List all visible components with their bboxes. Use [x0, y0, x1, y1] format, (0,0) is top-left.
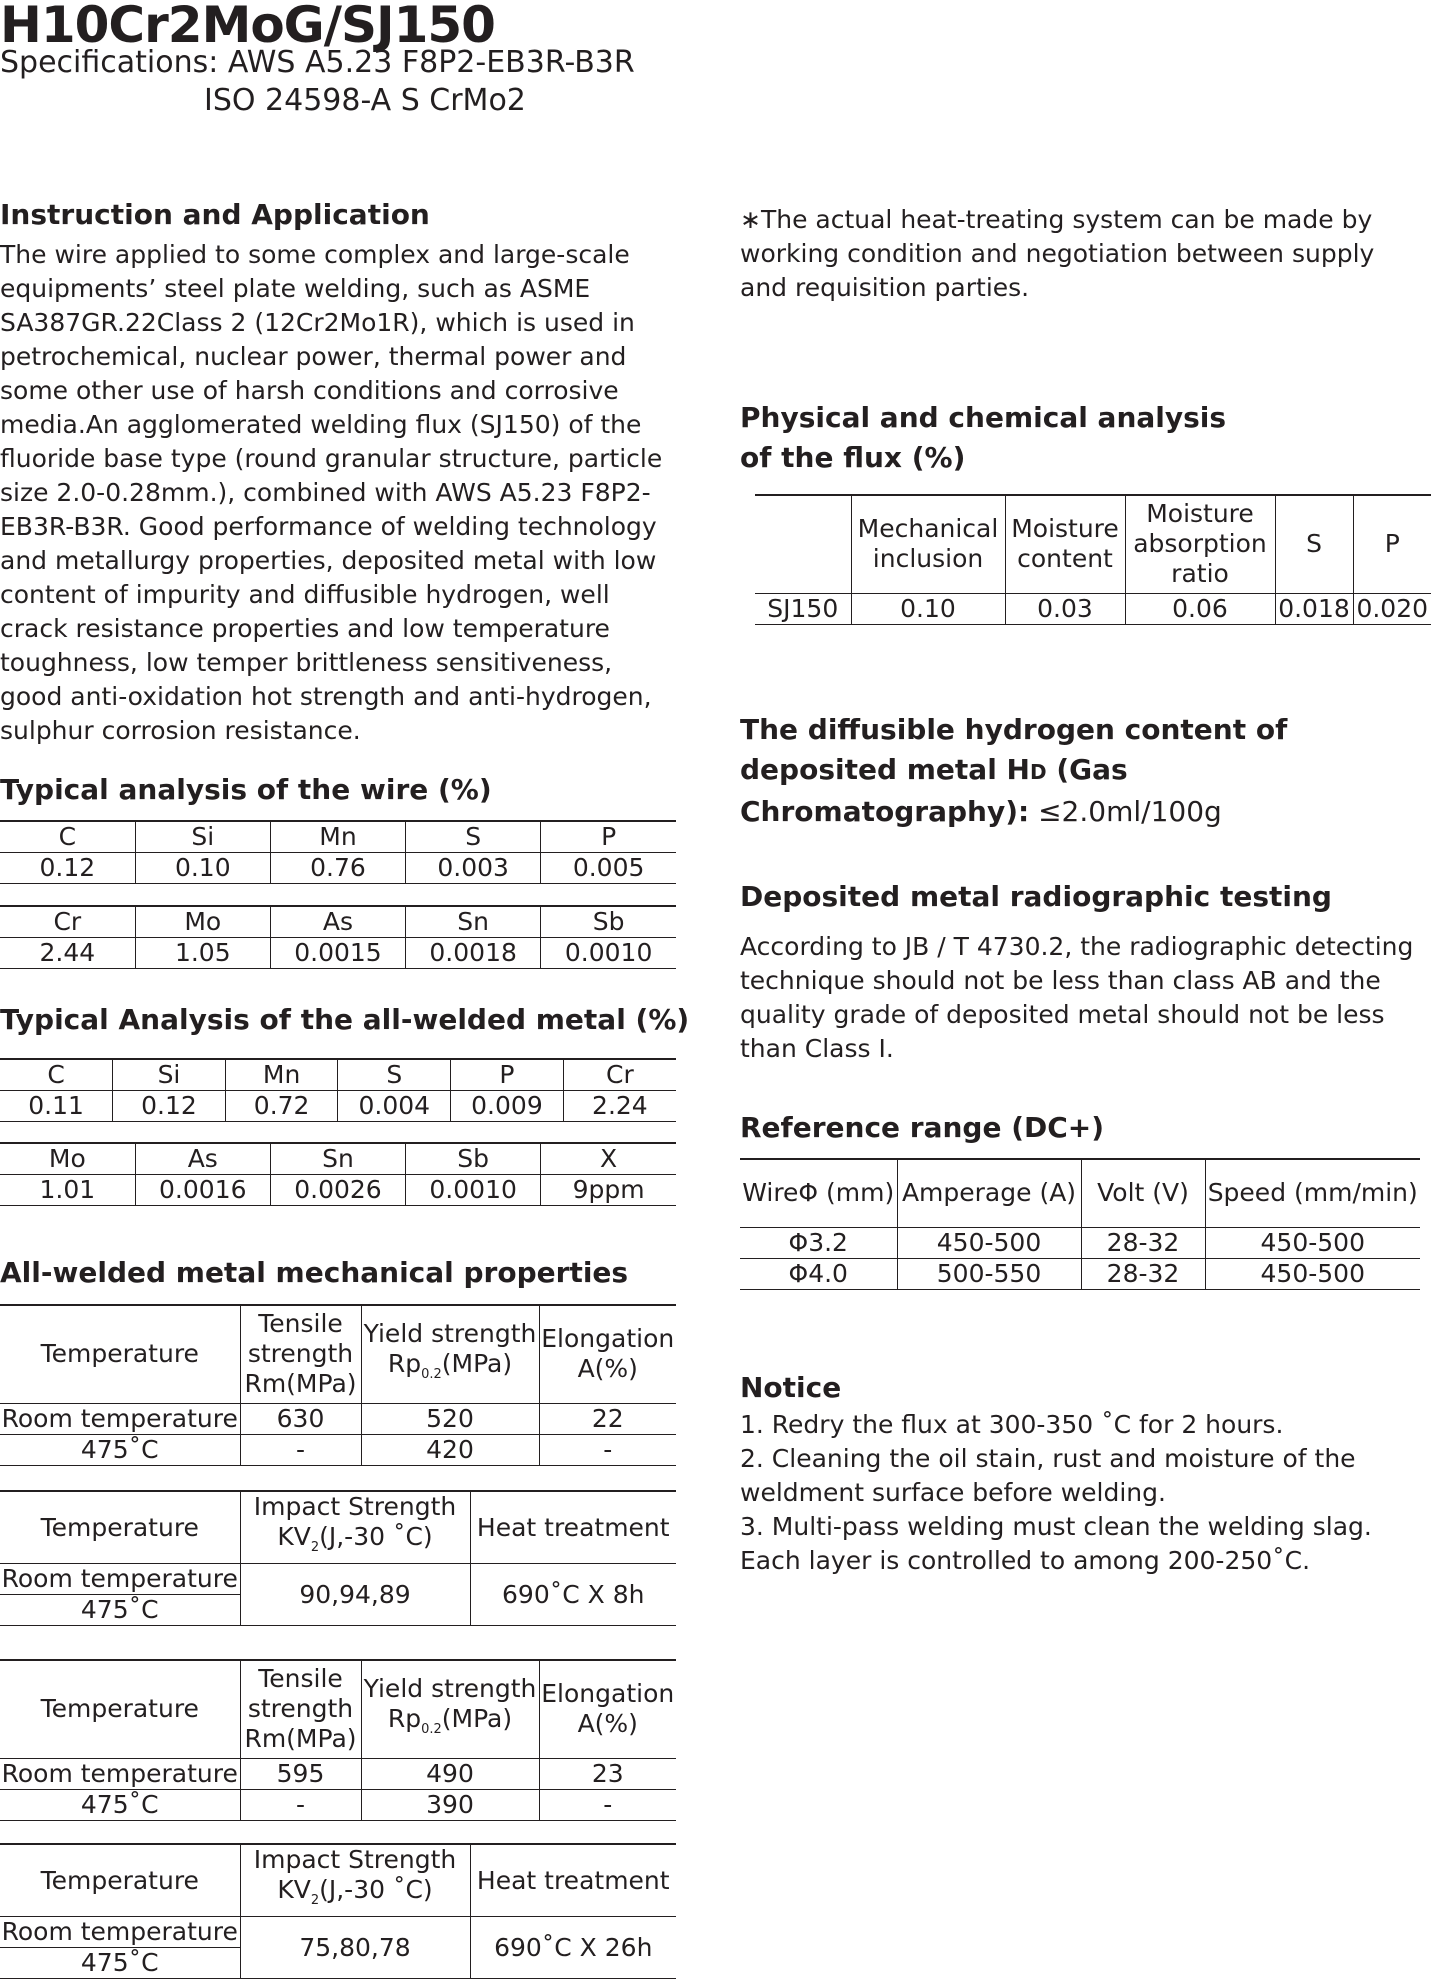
flux-heading-line2: of the flux (%) [740, 441, 966, 474]
impact-unit: (J,-30 ˚C) [319, 1522, 433, 1551]
table-cell: 0.12 [113, 1091, 226, 1122]
table-cell: Φ3.2 [740, 1227, 897, 1258]
table-row [0, 1091, 676, 1122]
notice-heading: Notice [740, 1371, 842, 1404]
table-cell: 0.0026 [270, 1175, 405, 1206]
table-header-cell: Volt (V) [1081, 1159, 1205, 1227]
notice-list [740, 1408, 1420, 1578]
table-row [0, 1564, 676, 1595]
row-label: Room temperature [0, 1564, 240, 1595]
table-header-cell: Sn [270, 1143, 405, 1175]
table-row [0, 1844, 676, 1917]
table-header-cell: Sb [541, 906, 676, 938]
mechanical-tensile-table-1 [0, 1304, 676, 1466]
table-row [0, 1305, 676, 1403]
table-header-cell: WireΦ (mm) [740, 1159, 897, 1227]
spec-aws: AWS A5.23 F8P2-EB3R-B3R [227, 45, 635, 80]
table-cell: 28-32 [1081, 1258, 1205, 1289]
table-cell: 9ppm [541, 1175, 676, 1206]
table-row [0, 938, 676, 969]
table-cell: 2.24 [563, 1091, 676, 1122]
row-label: 475˚C [0, 1789, 240, 1820]
table-cell: 0.03 [1005, 593, 1125, 624]
notice-item: 1. Redry the flux at 300-350 ˚C for 2 hours. [740, 1410, 1284, 1439]
specifications [0, 46, 635, 80]
table-cell: 0.0016 [135, 1175, 270, 1206]
table-cell: - [240, 1434, 361, 1465]
table-cell: 23 [539, 1758, 676, 1789]
wire-analysis-heading: Typical analysis of the wire (%) [0, 773, 492, 806]
table-cell: 490 [361, 1758, 539, 1789]
table-cell: 1.01 [0, 1175, 135, 1206]
impact-value: 90,94,89 [240, 1564, 470, 1626]
table-cell: 0.003 [406, 853, 541, 884]
table-row [740, 1227, 1420, 1258]
yield-label: Yield strength Rp [363, 1673, 537, 1733]
table-row [0, 1403, 676, 1434]
hydrogen-label: The diffusible hydrogen content of deposited metal H [740, 713, 1288, 786]
table-header-cell: Mn [225, 1059, 338, 1091]
wire-analysis-table-2 [0, 905, 676, 969]
table-cell: 0.020 [1353, 593, 1431, 624]
heat-treatment-header: Heat treatment [470, 1844, 676, 1917]
row-label: Room temperature [0, 1403, 240, 1434]
table-row [0, 1059, 676, 1091]
table-cell: 450-500 [897, 1227, 1081, 1258]
table-header-cell: Moisture absorption ratio [1125, 495, 1275, 593]
tensile-header: Tensile strength Rm(MPa) [240, 1660, 361, 1758]
table-cell: 0.11 [0, 1091, 113, 1122]
table-cell: 28-32 [1081, 1227, 1205, 1258]
table-header-cell: Amperage (A) [897, 1159, 1081, 1227]
weld-analysis-table [0, 1058, 676, 1122]
table-row [0, 1917, 676, 1948]
hydrogen-method: (Gas Chromatography): [740, 753, 1128, 828]
hydrogen-heading [740, 710, 1420, 832]
heat-treatment-value: 690˚C X 8h [470, 1564, 676, 1626]
table-row [755, 593, 1431, 624]
mechanical-heading: All-welded metal mechanical properties [0, 1256, 629, 1289]
table-cell: 0.72 [225, 1091, 338, 1122]
yield-header [361, 1305, 539, 1403]
table-header-cell: C [0, 1059, 113, 1091]
table-header-cell: As [135, 1143, 270, 1175]
elongation-header: Elongation A(%) [539, 1660, 676, 1758]
table-cell: 22 [539, 1403, 676, 1434]
spec-iso: ISO 24598-A S CrMo2 [204, 83, 526, 118]
impact-subscript: 2 [310, 1540, 320, 1555]
instruction-heading: Instruction and Application [0, 198, 430, 231]
table-header-cell: Mo [0, 1143, 135, 1175]
table-cell: 450-500 [1205, 1258, 1420, 1289]
temperature-header: Temperature [0, 1491, 240, 1564]
temperature-header: Temperature [0, 1660, 240, 1758]
yield-header [361, 1660, 539, 1758]
table-header-cell: C [0, 821, 135, 853]
table-row [740, 1258, 1420, 1289]
table-cell: 390 [361, 1789, 539, 1820]
table-cell: 1.05 [135, 938, 270, 969]
table-cell: 0.10 [135, 853, 270, 884]
table-header-cell: X [541, 1143, 676, 1175]
table-row [0, 1758, 676, 1789]
weld-analysis-table-2 [0, 1142, 676, 1206]
table-header-cell: Cr [0, 906, 135, 938]
yield-unit: (MPa) [441, 1348, 513, 1378]
table-header-cell: Sn [406, 906, 541, 938]
instruction-text: The wire applied to some complex and large-scale equipments’ steel plate welding, such as ASME SA387GR.22Class 2 (12Cr2Mo1R), which is used in petrochemical, nuclear power, thermal power and some other use of harsh conditions and corrosive media.An agglomerated welding flux (SJ150) of the fluoride base type (round granular structure, particle size 2.0-0.28mm.), combined with AWS A5.23 F8P2-EB3R-B3R. Good performance of welding technology and metallurgy properties, deposited metal with low content of impurity and diffusible hydrogen, well crack resistance properties and low temperature toughness, low temper brittleness sensitiveness, good anti-oxidation hot strength and anti-hydrogen, sulphur corrosion resistance. [0, 240, 663, 745]
yield-unit: (MPa) [441, 1703, 513, 1733]
flux-analysis-table [755, 494, 1431, 625]
impact-value: 75,80,78 [240, 1917, 470, 1979]
table-header-cell: S [338, 1059, 451, 1091]
table-cell: SJ150 [755, 593, 851, 624]
impact-header [240, 1491, 470, 1564]
table-cell: 0.009 [451, 1091, 564, 1122]
weld-analysis-heading: Typical Analysis of the all-welded metal (%) [0, 1003, 690, 1036]
mechanical-impact-table-1 [0, 1490, 676, 1626]
table-header-cell: As [270, 906, 405, 938]
table-cell: 0.12 [0, 853, 135, 884]
table-row [0, 1143, 676, 1175]
table-cell: 0.76 [270, 853, 405, 884]
yield-label: Yield strength Rp [363, 1318, 537, 1378]
table-cell: 0.018 [1275, 593, 1353, 624]
table-row [0, 1491, 676, 1564]
row-label: Room temperature [0, 1758, 240, 1789]
yield-subscript: 0.2 [421, 1721, 442, 1737]
yield-subscript: 0.2 [421, 1366, 442, 1382]
table-header-cell: Mn [270, 821, 405, 853]
table-header-cell: Mo [135, 906, 270, 938]
table-header-cell: Sb [406, 1143, 541, 1175]
row-label: 475˚C [0, 1595, 240, 1626]
specifications-label: Specifications: [0, 45, 228, 80]
table-row [755, 495, 1431, 593]
mechanical-tensile-table-2 [0, 1659, 676, 1821]
table-header-cell: S [406, 821, 541, 853]
table-header-cell: Si [113, 1059, 226, 1091]
impact-label: Impact Strength KV [253, 1845, 457, 1904]
notice-item: 2. Cleaning the oil stain, rust and moisture of the weldment surface before welding. [740, 1444, 1356, 1507]
table-cell: 450-500 [1205, 1227, 1420, 1258]
tensile-header: Tensile strength Rm(MPa) [240, 1305, 361, 1403]
table-cell: 520 [361, 1403, 539, 1434]
table-header-cell: P [541, 821, 676, 853]
flux-heading-line1: Physical and chemical analysis [740, 401, 1227, 434]
table-row [0, 853, 676, 884]
table-cell: 595 [240, 1758, 361, 1789]
heat-treatment-header: Heat treatment [470, 1491, 676, 1564]
mechanical-impact-table-2 [0, 1843, 676, 1979]
table-cell: 0.004 [338, 1091, 451, 1122]
impact-header [240, 1844, 470, 1917]
table-row [0, 1789, 676, 1820]
reference-range-table [740, 1158, 1420, 1290]
table-header-cell: Si [135, 821, 270, 853]
page-title: H10Cr2MoG/SJ150 [0, 0, 495, 54]
temperature-header: Temperature [0, 1305, 240, 1403]
table-cell: 2.44 [0, 938, 135, 969]
wire-analysis-table [0, 820, 676, 884]
table-cell: 0.0010 [541, 938, 676, 969]
table-cell: - [539, 1789, 676, 1820]
table-row [0, 1660, 676, 1758]
table-cell: - [240, 1789, 361, 1820]
row-label: Room temperature [0, 1917, 240, 1948]
table-cell: Φ4.0 [740, 1258, 897, 1289]
impact-subscript: 2 [310, 1893, 320, 1908]
table-cell: - [539, 1434, 676, 1465]
radiographic-text: According to JB / T 4730.2, the radiographic detecting technique should not be less than class AB and the quality grade of deposited metal should not be less than Class I. [740, 932, 1414, 1063]
reference-heading: Reference range (DC+) [740, 1111, 1105, 1144]
radiographic-heading: Deposited metal radiographic testing [740, 880, 1332, 913]
table-header-cell: Cr [563, 1059, 676, 1091]
table-header-cell: Speed (mm/min) [1205, 1159, 1420, 1227]
table-cell: 420 [361, 1434, 539, 1465]
heat-treatment-note: ∗The actual heat-treating system can be made by working condition and negotiation between supply and requisition parties. [740, 205, 1375, 302]
table-header-cell: Mechanical inclusion [851, 495, 1005, 593]
table-cell: 0.0018 [406, 938, 541, 969]
temperature-header: Temperature [0, 1844, 240, 1917]
table-header-cell: P [451, 1059, 564, 1091]
hydrogen-value: ≤2.0ml/100g [1029, 795, 1222, 828]
table-header-cell [755, 495, 851, 593]
elongation-header: Elongation A(%) [539, 1305, 676, 1403]
table-row [740, 1159, 1420, 1227]
table-row [0, 1434, 676, 1465]
impact-label: Impact Strength KV [253, 1492, 457, 1551]
table-cell: 0.10 [851, 593, 1005, 624]
table-header-cell: P [1353, 495, 1431, 593]
table-cell: 0.0010 [406, 1175, 541, 1206]
table-cell: 0.005 [541, 853, 676, 884]
row-label: 475˚C [0, 1434, 240, 1465]
table-row [0, 1175, 676, 1206]
table-cell: 0.0015 [270, 938, 405, 969]
table-row [0, 821, 676, 853]
row-label: 475˚C [0, 1948, 240, 1979]
table-cell: 0.06 [1125, 593, 1275, 624]
table-cell: 500-550 [897, 1258, 1081, 1289]
table-cell: 630 [240, 1403, 361, 1434]
heat-treatment-value: 690˚C X 26h [470, 1917, 676, 1979]
table-header-cell: Moisture content [1005, 495, 1125, 593]
notice-item: 3. Multi-pass welding must clean the welding slag. Each layer is controlled to among 200-250˚C. [740, 1512, 1372, 1575]
table-header-cell: S [1275, 495, 1353, 593]
table-row [0, 906, 676, 938]
impact-unit: (J,-30 ˚C) [319, 1875, 433, 1904]
hydrogen-subscript: D [1029, 760, 1047, 784]
